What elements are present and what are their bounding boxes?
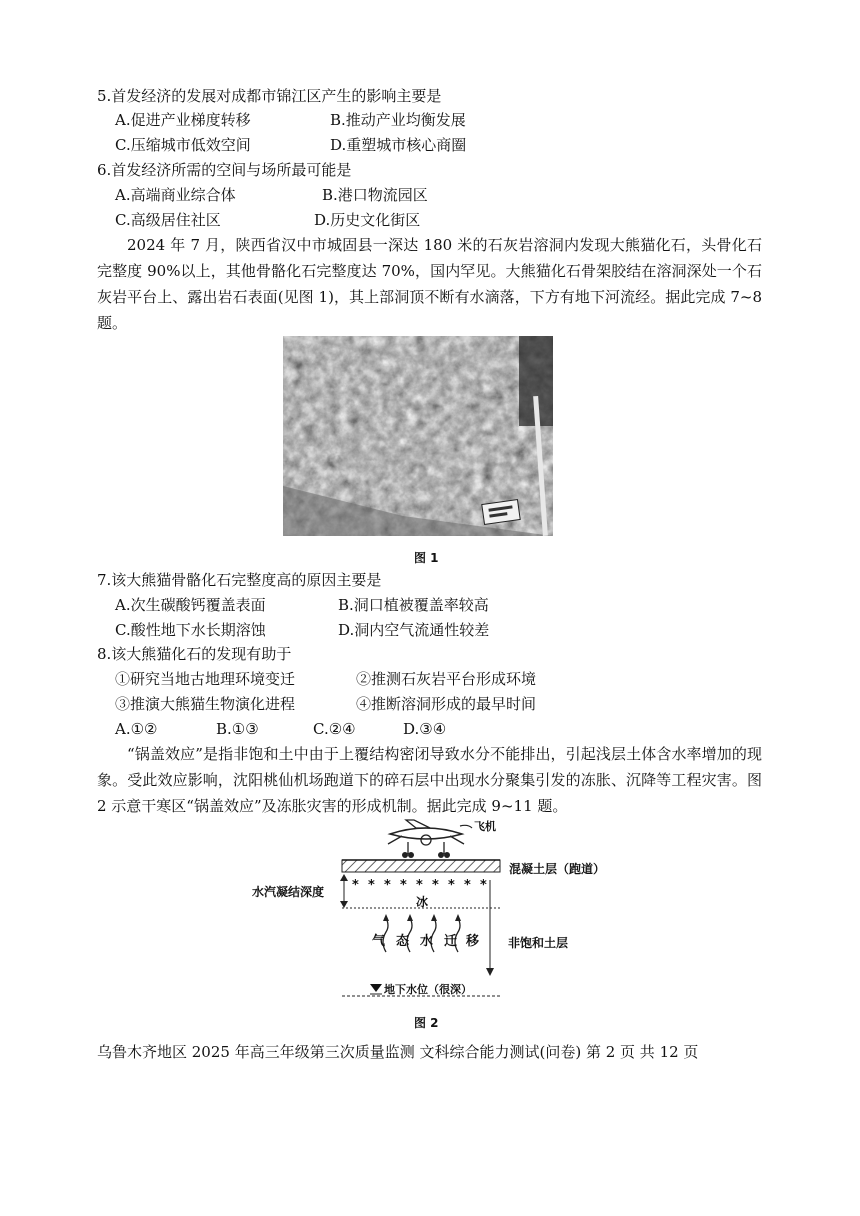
migrate-char-2: 态: [396, 934, 410, 949]
q6-option-b: B.港口物流园区: [322, 186, 428, 204]
q8-option-a: A.①②: [115, 720, 158, 738]
q7-option-a: A.次生碳酸钙覆盖表面: [115, 596, 266, 614]
svg-text:*: *: [464, 878, 471, 893]
migrate-char-1: 气: [372, 934, 386, 949]
figure-1-caption: 图 1: [414, 551, 439, 565]
q7-option-b: B.洞口植被覆盖率较高: [338, 596, 489, 614]
ice-label: 冰: [416, 895, 429, 909]
q7-option-d: D.洞内空气流通性较差: [338, 621, 490, 639]
page-footer: 乌鲁木齐地区 2025 年高三年级第三次质量监测 文科综合能力测试(问卷) 第 2 页 共 12 页: [97, 1043, 699, 1061]
passage-panda-fossil: 2024 年 7 月，陕西省汉中市城固县一深达 180 米的石灰岩溶洞内发现大熊猫化石，头骨化石完整度 90%以上，其他骨骼化石完整度达 70%，国内罕见。大熊猫化石骨架胶结在溶洞深处一个石灰岩平台上、露出岩石表面(见图 1)，其上部洞顶不断有水滴落，下方有地下河流经。据此完成 7~8 题。: [97, 236, 762, 332]
svg-text:*: *: [448, 878, 455, 893]
q8-statement-2: ②推测石灰岩平台形成环境: [356, 670, 537, 688]
svg-text:*: *: [416, 878, 423, 893]
q5-stem: 5.首发经济的发展对成都市锦江区产生的影响主要是: [97, 87, 442, 105]
unsaturated-soil-label: 非饱和土层: [508, 936, 569, 950]
svg-text:*: *: [352, 878, 359, 893]
fossil-photo: [283, 336, 553, 536]
q6-option-d: D.历史文化街区: [314, 211, 421, 229]
q5-option-c: C.压缩城市低效空间: [115, 136, 251, 154]
q5-option-a: A.促进产业梯度转移: [115, 111, 251, 129]
q6-option-c: C.高级居住社区: [115, 211, 221, 229]
condensation-depth-label: 水汽凝结深度: [252, 885, 325, 899]
airplane-label: 飞机: [474, 820, 496, 833]
svg-text:*: *: [480, 878, 487, 893]
svg-text:*: *: [432, 878, 439, 893]
water-table-label: 地下水位（很深）: [384, 983, 472, 996]
q8-option-d: D.③④: [403, 720, 447, 738]
airplane-icon: [388, 820, 472, 858]
q8-statement-1: ①研究当地古地理环境变迁: [115, 670, 296, 688]
q8-stem: 8.该大熊猫化石的发现有助于: [97, 645, 292, 663]
q5-option-b: B.推动产业均衡发展: [330, 111, 466, 129]
pot-lid-diagram: [240, 818, 630, 1008]
q8-statement-3: ③推演大熊猫生物演化进程: [115, 695, 296, 713]
condensation-stars: [352, 878, 487, 893]
migrate-char-5: 移: [466, 934, 480, 949]
figure-2-caption: 图 2: [414, 1016, 439, 1030]
svg-text:*: *: [368, 878, 375, 893]
q6-stem: 6.首发经济所需的空间与场所最可能是: [97, 161, 352, 179]
q7-stem: 7.该大熊猫骨骼化石完整度高的原因主要是: [97, 571, 382, 589]
svg-text:*: *: [384, 878, 391, 893]
q5-option-d: D.重塑城市核心商圈: [330, 136, 467, 154]
concrete-layer: [342, 860, 500, 872]
q8-statement-4: ④推断溶洞形成的最早时间: [356, 695, 537, 713]
q7-option-c: C.酸性地下水长期溶蚀: [115, 621, 266, 639]
migrate-char-4: 迁: [444, 934, 458, 949]
q8-option-b: B.①③: [216, 720, 259, 738]
svg-text:*: *: [400, 878, 407, 893]
migrate-char-3: 水: [420, 934, 434, 949]
water-table-icon: [370, 984, 382, 992]
concrete-label: 混凝土层（跑道）: [509, 862, 606, 876]
q8-option-c: C.②④: [313, 720, 356, 738]
q6-option-a: A.高端商业综合体: [115, 186, 236, 204]
passage-pot-lid-effect: “锅盖效应”是指非饱和土中由于上覆结构密闭导致水分不能排出，引起浅层土体含水率增加的现象。受此效应影响，沈阳桃仙机场跑道下的碎石层中出现水分聚集引发的冻胀、沉降等工程灾害。图 2 示意干寒区“锅盖效应”及冻胀灾害的形成机制。据此完成 9~11 题。: [97, 745, 762, 815]
